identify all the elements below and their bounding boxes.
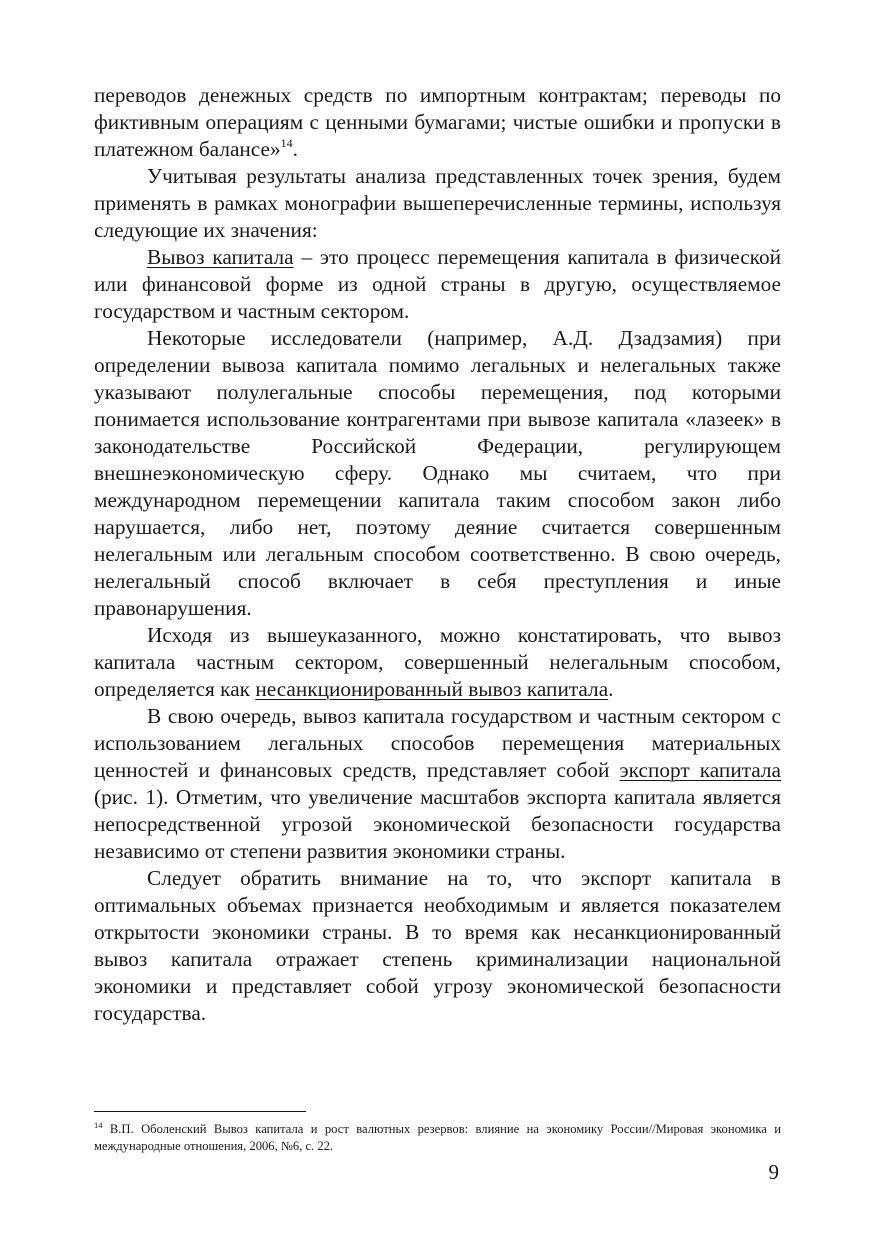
term-capital-outflow: Вывоз капитала — [147, 245, 294, 269]
paragraph-6 — [94, 703, 781, 865]
footnote-ref-14[interactable]: 14 — [280, 136, 293, 150]
term-unauthorized-capital-outflow: несанкционированный вывоз капитала — [255, 677, 609, 701]
footnote-divider — [94, 1111, 306, 1112]
paragraph-1-text: переводов денежных средств по импортным контрактам; переводы по фиктивным операциям с ценными бумагами; чистые ошибки и пропуски в платежном балансе» — [94, 83, 781, 161]
paragraph-6-after: (рис. 1). Отметим, что увеличение масштабов экспорта капитала является непосредственной угрозой экономической безопасности государства независимо от степени развития экономики страны. — [94, 785, 781, 863]
footnote-text: В.П. Оболенский Вывоз капитала и рост валютных резервов: влияние на экономику России//Мировая экономика и международные отношения, 2006, №6, с. 22. — [94, 1122, 781, 1153]
page-body — [94, 82, 781, 1027]
paragraph-6-before: В свою очередь, вывоз капитала государством и частным сектором с использованием легальных способов перемещения материальных ценностей и финансовых средств, представляет собой — [94, 704, 781, 782]
paragraph-5 — [94, 622, 781, 703]
term-capital-export: экспорт капитала — [619, 758, 782, 782]
footnote-number: 14 — [94, 1120, 103, 1130]
paragraph-4: Некоторые исследователи (например, А.Д. Дзадзамия) при определении вывоза капитала помимо легальных и нелегальных также указывают полулегальные способы перемещения, под которыми понимается использование контрагентами при вывозе капитала «лазеек» в законодательстве Российской Федерации, регулирующем внешнеэкономическую сферу. Однако мы считаем, что при международном перемещении капитала таким способом закон либо нарушается, либо нет, поэтому деяние считается совершенным нелегальным или легальным способом соответственно. В свою очередь, нелегальный способ включает в себя преступления и иные правонарушения. — [94, 326, 781, 620]
paragraph-1-end: . — [292, 137, 298, 161]
paragraph-3-text: – это процесс перемещения капитала в физической или финансовой форме из одной страны в другую, осуществляемое государством и частным сектором. — [94, 245, 781, 323]
paragraph-7: Следует обратить внимание на то, что экспорт капитала в оптимальных объемах признается необходимым и является показателем открытости экономики страны. В то время как несанкционированный вывоз капитала отражает степень криминализации национальной экономики и представляет собой угрозу экономической безопасности государства. — [94, 866, 781, 1025]
paragraph-3 — [94, 244, 781, 325]
footnote — [94, 1121, 781, 1155]
paragraph-5-before: Исходя из вышеуказанного, можно констатировать, что вывоз капитала частным сектором, совершенный нелегальным способом, определяется как — [94, 623, 781, 701]
paragraph-1 — [94, 82, 781, 163]
paragraph-2: Учитывая результаты анализа представленных точек зрения, будем применять в рамках монографии вышеперечисленные термины, используя следующие их значения: — [94, 164, 781, 242]
paragraph-5-after: . — [608, 677, 614, 701]
page-number: 9 — [768, 1160, 779, 1184]
